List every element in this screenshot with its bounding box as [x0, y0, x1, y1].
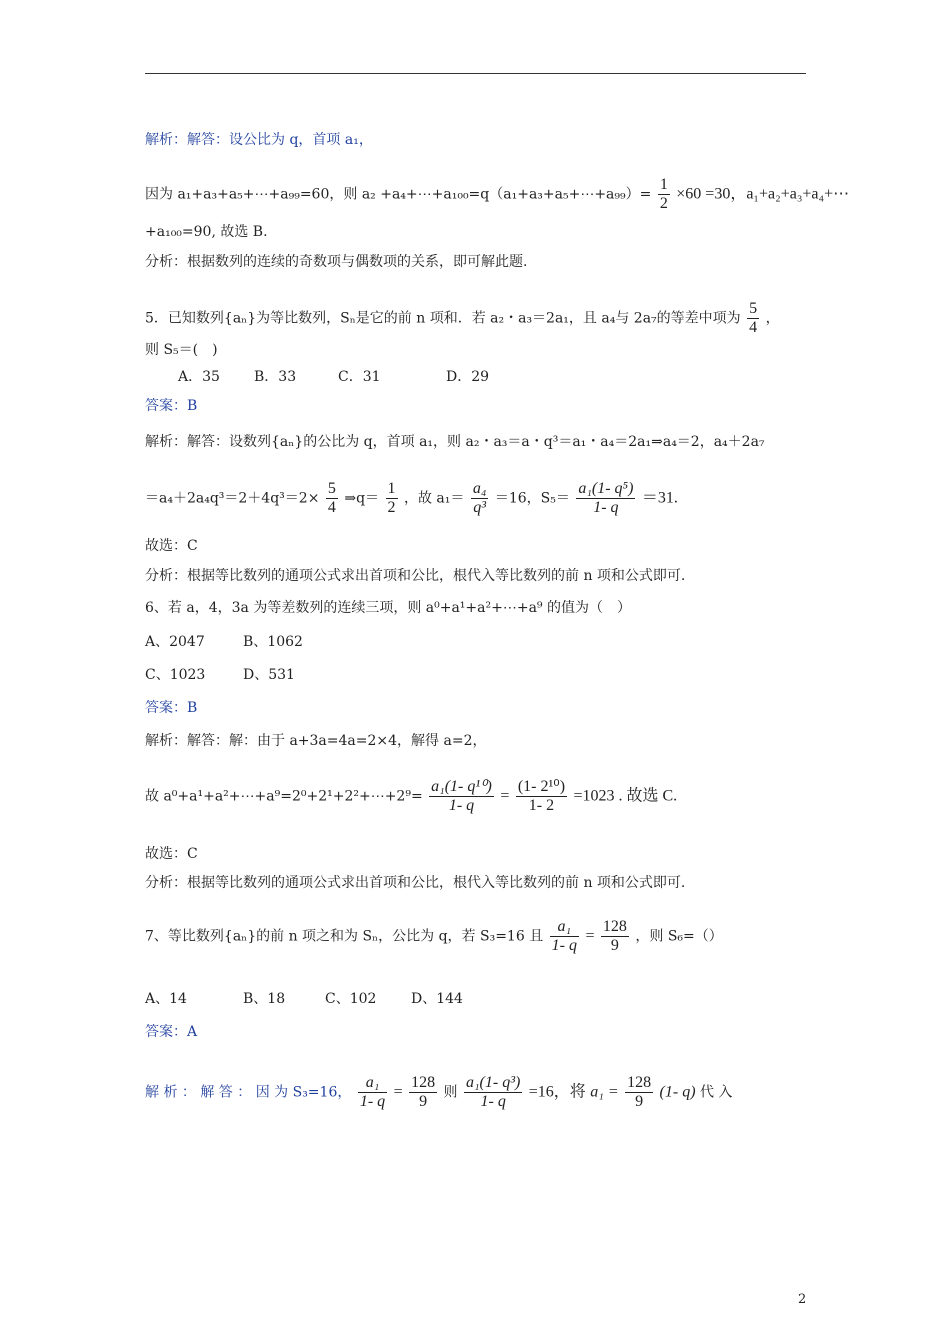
fraction: $\frac{\text{(1- 2¹⁰)}}{1- 2}$ — [517, 778, 566, 814]
choice-line: 故选：C — [145, 538, 198, 554]
question-6: 6、若 a，4，3a 为等差数列的连续三项，则 a⁰+a¹+a²+⋯+a⁹ 的值为（ ） — [145, 600, 631, 616]
solution-line: +a₁₀₀=90, 故选 B. — [145, 224, 268, 240]
solution-line: 故 a⁰+a¹+a²+⋯+a⁹=2⁰+2¹+2²+⋯+2⁹= $\frac{\text{a₁(1- q¹⁰)}}{1- q}$ = $\frac{\text{(1- 2¹⁰)}}{1- 2}$ =1023 . 故选 C. — [145, 778, 678, 814]
fraction: $\frac{1}{2}$ — [659, 176, 668, 212]
answer-label: 答案：B — [145, 700, 198, 716]
fraction: $\frac{\text{a₁}}{1- q}$ — [551, 918, 577, 954]
fraction: $\frac{128}{9}$ — [411, 1074, 436, 1110]
solution-label: 解析：解答：设公比为 q，首项 a₁， — [145, 132, 373, 148]
fraction: $\frac{\text{a₁(1- q¹⁰)}}{1- q}$ — [431, 778, 492, 814]
question-5-options: A．35 B．33 C．31 D．29 — [178, 369, 490, 385]
fraction: $\frac{128}{9}$ — [602, 918, 627, 954]
solution-line: 解 析 ： 解 答 ： 因 为 S₃=16， $\frac{\text{a₁}}{1- q}$ = $\frac{128}{9}$ 则 $\frac{\text{a₁(1- q³)}}{1- q}$ =16，将 a₁ = $\frac{128}{9}$ (1- q) 代 入 — [145, 1074, 733, 1110]
answer-label: 答案：A — [145, 1024, 198, 1040]
analysis-line: 分析：根据等比数列的通项公式求出首项和公比，根代入等比数列的前 n 项和公式即可. — [145, 568, 686, 584]
fraction: $\frac{1}{2}$ — [387, 480, 396, 516]
fraction: $\frac{\text{a₄}}{\text{q³}}$ — [472, 480, 487, 516]
analysis-line: 分析：根据数列的连续的奇数项与偶数项的关系，即可解此题. — [145, 254, 528, 270]
solution-line: ＝a₄＋2a₄q³＝2＋4q³＝2× $\frac{5}{4}$ ⇒q＝ $\frac{1}{2}$ ，故 a₁＝ $\frac{\text{a₄}}{\text{q³}}$ ＝16，S₅＝ $\frac{\text{a₁(1- q⁵)}}{1- q}$ ＝31. — [145, 480, 678, 516]
question-5: 5．已知数列{aₙ}为等比数列，Sₙ是它的前 n 项和．若 a₂・a₃＝2a₁，且 a₄与 2a₇的等差中项为 $\frac{5}{4}$ ， — [145, 300, 780, 336]
analysis-line: 分析：根据等比数列的通项公式求出首项和公比，根代入等比数列的前 n 项和公式即可. — [145, 875, 686, 891]
question-6-options: A、2047 B、1062 — [145, 634, 303, 650]
question-7: 7、等比数列{aₙ}的前 n 项之和为 Sₙ，公比为 q，若 S₃=16 且 $\frac{\text{a₁}}{1- q}$ = $\frac{128}{9}$ ，则 S₆=（） — [145, 918, 723, 954]
answer-label: 答案：B — [145, 398, 198, 414]
page-number: 2 — [798, 1292, 807, 1307]
question-7-options: A、14 B、18 C、102 D、144 — [145, 991, 463, 1007]
question-5-cont: 则 S₅＝( ) — [145, 342, 218, 358]
solution-line: 因为 a₁+a₃+a₅+⋯+a₉₉=60，则 a₂ +a₄+⋯+a₁₀₀=q（a₁+a₃+a₅+⋯+a₉₉）= $\frac{1}{2}$ ×60 =30，a₁+a₂+a₃+a₄+⋯ — [145, 176, 850, 212]
fraction: $\frac{\text{a₁}}{1- q}$ — [359, 1074, 386, 1110]
question-6-options: C、1023 D、531 — [145, 667, 295, 683]
fraction: $\frac{\text{a₁(1- q⁵)}}{1- q}$ — [578, 480, 634, 516]
solution-line: 解析：解答：解：由于 a+3a=4a=2×4，解得 a=2， — [145, 733, 487, 749]
header-rule — [145, 73, 806, 74]
fraction: $\frac{128}{9}$ — [627, 1074, 652, 1110]
fraction: $\frac{5}{4}$ — [327, 480, 336, 516]
solution-line: 解析：解答：设数列{aₙ}的公比为 q，首项 a₁，则 a₂・a₃＝a・q³＝a₁・a₄＝2a₁⇒a₄＝2，a₄＋2a₇ — [145, 434, 765, 450]
choice-line: 故选：C — [145, 846, 198, 862]
fraction: $\frac{5}{4}$ — [749, 300, 758, 336]
fraction: $\frac{\text{a₁(1- q³)}}{1- q}$ — [465, 1074, 521, 1110]
